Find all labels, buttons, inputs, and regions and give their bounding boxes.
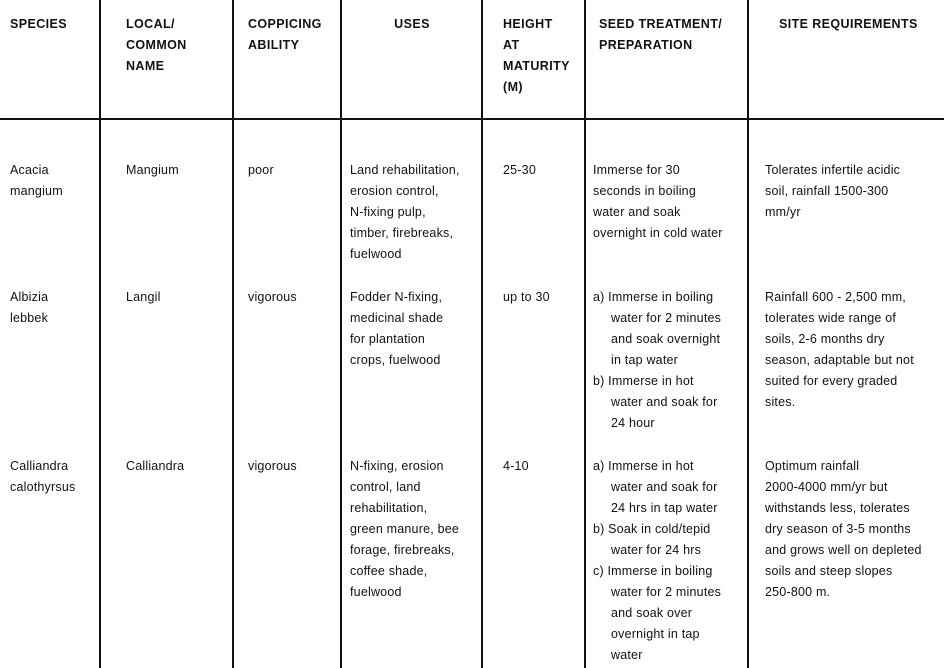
header-height-at-maturity: HEIGHT AT MATURITY (M) (503, 17, 570, 94)
row-2-local-name: Langil (126, 290, 161, 304)
column-divider (99, 0, 101, 668)
row-3-height: 4-10 (503, 459, 529, 473)
column-divider (584, 0, 586, 668)
row-2-seed-treatment: a) Immerse in boiling water for 2 minutes and soak overnight in tap water b) Immerse in hot water and soak for 24 hour (593, 290, 722, 430)
header-coppicing-ability: COPPICING ABILITY (248, 17, 322, 52)
row-3-species: Calliandra calothyrsus (10, 459, 76, 494)
row-2-species: Albizia lebbek (10, 290, 49, 325)
column-divider (747, 0, 749, 668)
row-3-local-name: Calliandra (126, 459, 185, 473)
row-1-local-name: Mangium (126, 163, 179, 177)
row-1-species: Acacia mangium (10, 163, 63, 198)
row-3-coppicing: vigorous (248, 459, 297, 473)
column-divider (481, 0, 483, 668)
row-2-site-requirements: Rainfall 600 - 2,500 mm, tolerates wide range of soils, 2-6 months dry season, adaptable but not suited for every graded sites. (765, 290, 914, 409)
row-1-uses: Land rehabilitation, erosion control, N-fixing pulp, timber, firebreaks, fuelwood (350, 163, 460, 261)
header-species: SPECIES (10, 17, 67, 31)
row-2-height: up to 30 (503, 290, 550, 304)
row-3-site-requirements: Optimum rainfall 2000-4000 mm/yr but withstands less, tolerates dry season of 3-5 months and grows well on depleted soils and steep slopes 250-800 m. (765, 459, 922, 599)
header-divider (0, 118, 944, 120)
header-site-requirements: SITE REQUIREMENTS (779, 17, 918, 31)
row-1-seed-treatment: Immerse for 30 seconds in boiling water and soak overnight in cold water (593, 163, 723, 240)
header-local-common-name: LOCAL/ COMMON NAME (126, 17, 187, 73)
row-3-seed-treatment: a) Immerse in hot water and soak for 24 hrs in tap water b) Soak in cold/tepid water for 24 hrs c) Immerse in boiling water for 2 minutes and soak over overnight in tap water (593, 459, 722, 662)
row-2-coppicing: vigorous (248, 290, 297, 304)
row-3-uses: N-fixing, erosion control, land rehabilitation, green manure, bee forage, firebreaks, coffee shade, fuelwood (350, 459, 460, 599)
row-1-site-requirements: Tolerates infertile acidic soil, rainfall 1500-300 mm/yr (765, 163, 901, 219)
row-2-uses: Fodder N-fixing, medicinal shade for plantation crops, fuelwood (350, 290, 444, 367)
column-divider (232, 0, 234, 668)
row-1-height: 25-30 (503, 163, 536, 177)
row-1-coppicing: poor (248, 163, 274, 177)
column-divider (340, 0, 342, 668)
header-seed-treatment: SEED TREATMENT/ PREPARATION (599, 17, 723, 52)
header-uses: USES (394, 17, 430, 31)
